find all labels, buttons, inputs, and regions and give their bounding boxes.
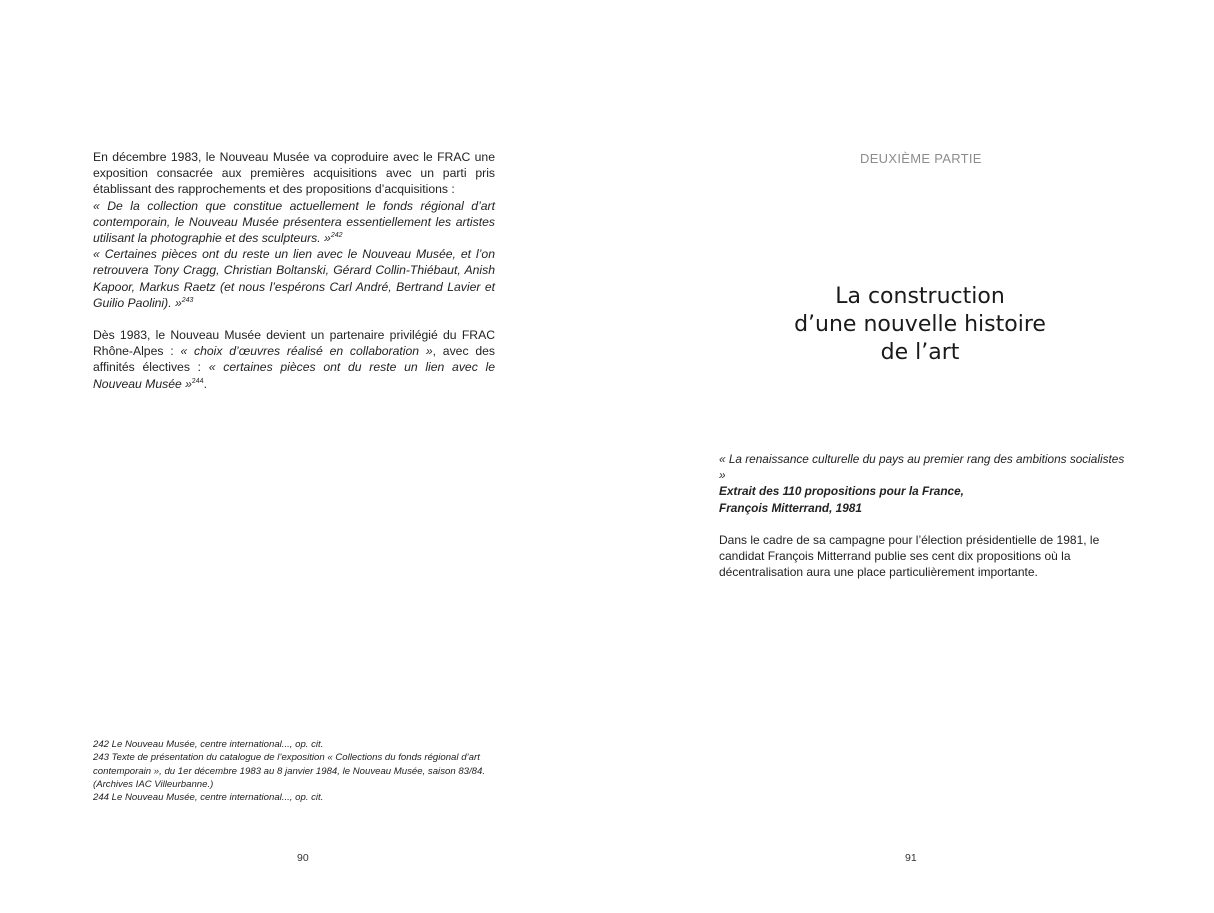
quote-1 xyxy=(93,198,495,247)
footnote-ref-244: 244 xyxy=(191,377,204,385)
footnote-ref-242: 242 xyxy=(330,232,343,240)
chapter-title-line-3: de l’art xyxy=(880,340,960,365)
footnote-ref-243: 243 xyxy=(181,296,194,304)
epigraph-source-line-1: Extrait des 110 propositions pour la France, xyxy=(719,484,964,499)
paragraph-2-quote-a: « choix d’œuvres réalisé en collaboration » xyxy=(180,344,433,359)
chapter-title xyxy=(720,283,1120,367)
paragraph-2-quote-b: « certaines pièces ont du reste un lien avec le Nouveau Musée » xyxy=(93,360,495,391)
footnote-242: 242 Le Nouveau Musée, centre international..., op. cit. xyxy=(93,739,324,750)
chapter-title-line-2: d’une nouvelle histoire xyxy=(794,312,1046,337)
paragraph-2-text-1: Dès 1983, le Nouveau Musée devient un partenaire privilégié du FRAC Rhône-Alpes : xyxy=(93,328,495,359)
paragraph-2-end: . xyxy=(203,376,207,391)
quote-1-text: « De la collection que constitue actuellement le fonds régional d’art contemporain, le Nouveau Musée présentera essentiellement les artistes utilisant la photographie et des sculpteurs. » xyxy=(93,198,495,246)
footnote-244: 244 Le Nouveau Musée, centre international..., op. cit. xyxy=(93,792,324,804)
footnote-243: 243 Texte de présentation du catalogue de l’exposition « Collections du fonds régional d’art contemporain », du 1er décembre 1983 au 8 janvier 1984, le Nouveau Musée, saison 83/84. (Archives IAC Villeurbanne.) xyxy=(93,752,485,790)
quote-2-text: « Certaines pièces ont du reste un lien avec le Nouveau Musée, et l’on retrouvera Tony Cragg, Christian Boltanski, Gérard Collin-Thiébaut, Anish Kapoor, Markus Raetz (et nous l’espérons Carl André, Bertrand Lavier et Guilio Paolini). » xyxy=(93,247,495,310)
part-label: DEUXIÈME PARTIE xyxy=(860,151,982,166)
intro-text: Dans le cadre de sa campagne pour l’élection présidentielle de 1981, le candidat François Mitterrand publie ses cent dix propositions où la décentralisation aura une place particulièrement importante. xyxy=(719,533,1100,580)
right-page xyxy=(607,0,1214,913)
intro-paragraph xyxy=(719,532,1129,581)
page-number-right: 91 xyxy=(905,852,917,864)
paragraph-2-text-2: , avec des affinités électives : xyxy=(93,344,496,375)
epigraph-quote: « La renaissance culturelle du pays au premier rang des ambitions socialistes » xyxy=(719,452,1125,483)
footnotes xyxy=(93,738,495,804)
epigraph-source-line-2: François Mitterrand, 1981 xyxy=(719,500,862,515)
quote-2 xyxy=(93,246,495,311)
body-text xyxy=(93,149,495,392)
page-number-left: 90 xyxy=(297,852,309,864)
chapter-title-line-1: La construction xyxy=(835,284,1005,309)
epigraph xyxy=(719,451,1129,516)
paragraph-2 xyxy=(93,327,495,392)
paragraph-1: En décembre 1983, le Nouveau Musée va coproduire avec le FRAC une exposition consacrée aux premières acquisitions avec un parti pris établissant des rapprochements et des propositions d’acquisitions : xyxy=(93,150,495,197)
